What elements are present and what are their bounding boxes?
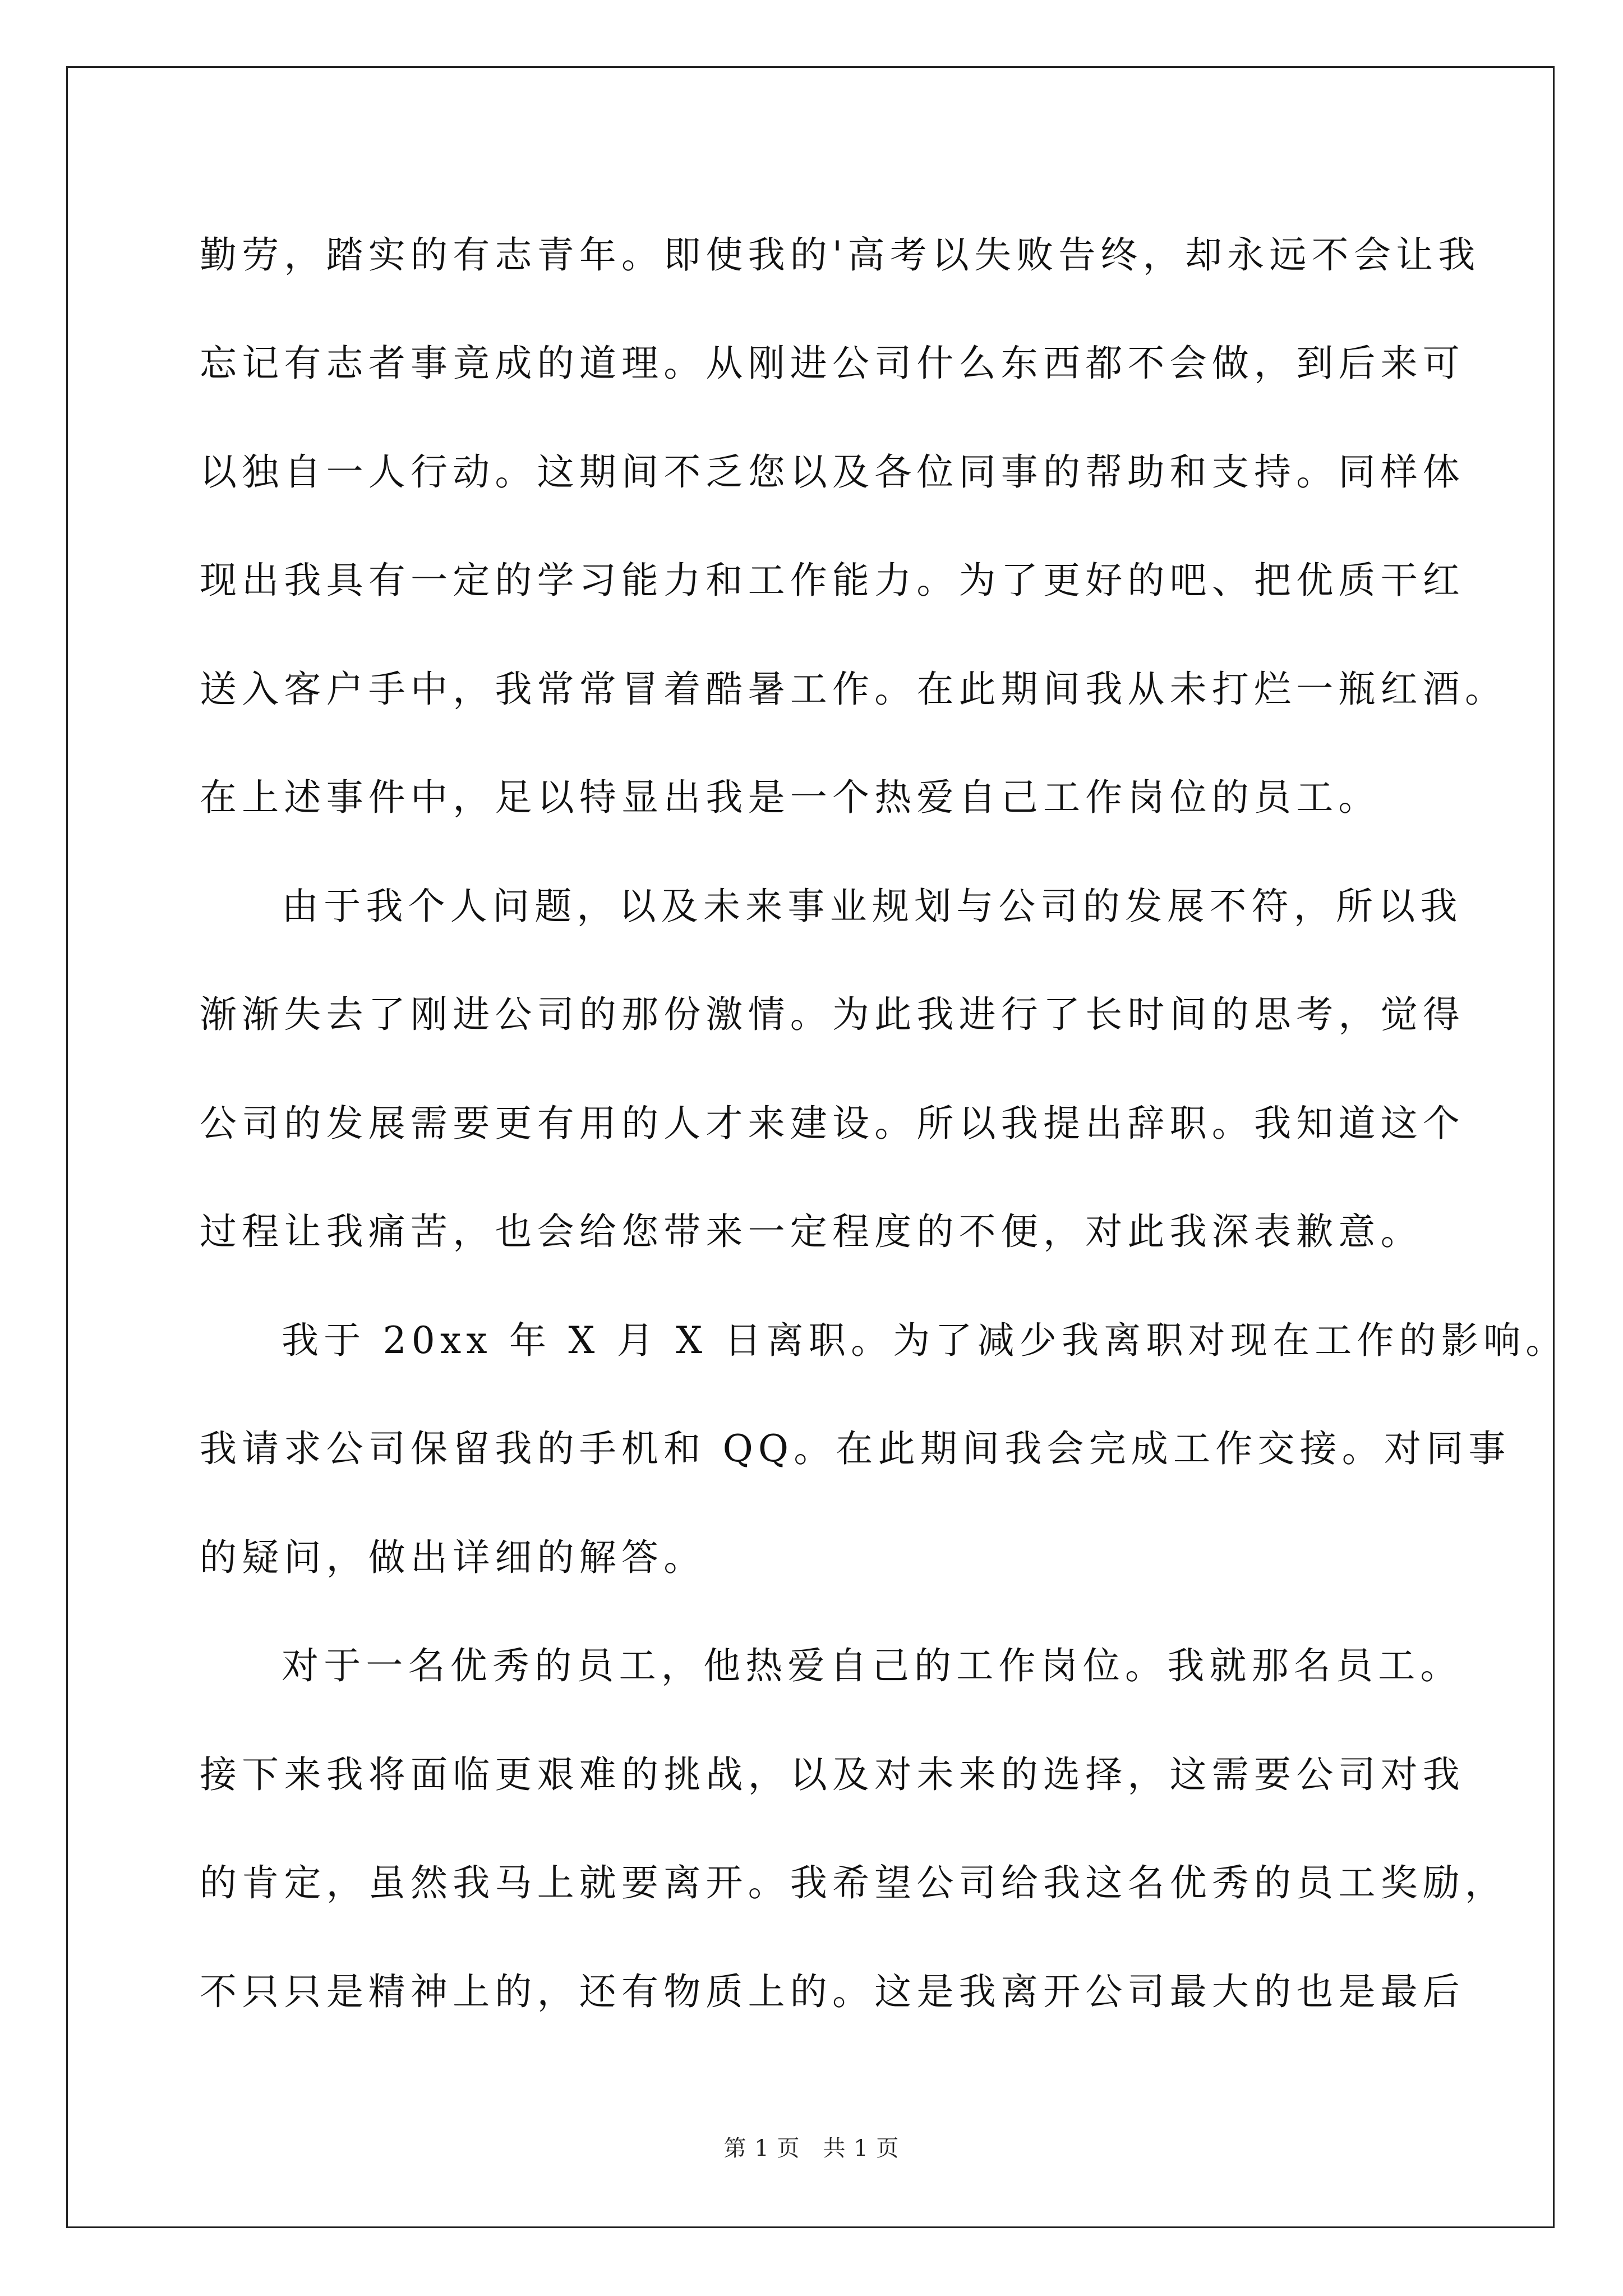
paragraph-line: 的疑问，做出详细的解答。 (200, 1536, 706, 1579)
paragraph-line: 过程让我痛苦，也会给您带来一定程度的不便，对此我深表歉意。 (200, 1210, 1423, 1253)
paragraph-line: 以独自一人行动。这期间不乏您以及各位同事的帮助和支持。同样体 (200, 450, 1465, 494)
paragraph-line: 由于我个人问题，以及未来事业规划与公司的发展不符，所以我 (282, 885, 1463, 928)
paragraph-line: 渐渐失去了刚进公司的那份激情。为此我进行了长时间的思考，觉得 (200, 993, 1465, 1036)
paragraph-line: 我请求公司保留我的手机和 QQ。在此期间我会完成工作交接。对同事 (200, 1427, 1511, 1470)
paragraph-line: 勤劳，踏实的有志青年。即使我的'高考以失败告终，却永远不会让我 (200, 233, 1481, 277)
paragraph-line: 公司的发展需要更有用的人才来建设。所以我提出辞职。我知道这个 (200, 1102, 1465, 1145)
paragraph-line: 不只只是精神上的，还有物质上的。这是我离开公司最大的也是最后 (200, 1970, 1465, 2013)
paragraph-line: 我于 20xx 年 X 月 X 日离职。为了减少我离职对现在工作的影响。 (282, 1319, 1568, 1362)
paragraph-line: 忘记有志者事竟成的道理。从刚进公司什么东西都不会做，到后来可 (200, 342, 1465, 385)
paragraph-line: 的肯定，虽然我马上就要离开。我希望公司给我这名优秀的员工奖励， (200, 1861, 1507, 1904)
paragraph-line: 在上述事件中，足以特显出我是一个热爱自己工作岗位的员工。 (200, 776, 1381, 819)
paragraph-line: 对于一名优秀的员工，他热爱自己的工作岗位。我就那名员工。 (282, 1644, 1463, 1687)
paragraph-line: 接下来我将面临更艰难的挑战，以及对未来的选择，这需要公司对我 (200, 1753, 1465, 1796)
paragraph-line: 现出我具有一定的学习能力和工作能力。为了更好的吧、把优质干红 (200, 559, 1465, 602)
page-footer: 第 1 页 共 1 页 (723, 2136, 900, 2161)
paragraph-line: 送入客户手中，我常常冒着酷暑工作。在此期间我从未打烂一瓶红酒。 (200, 668, 1507, 711)
